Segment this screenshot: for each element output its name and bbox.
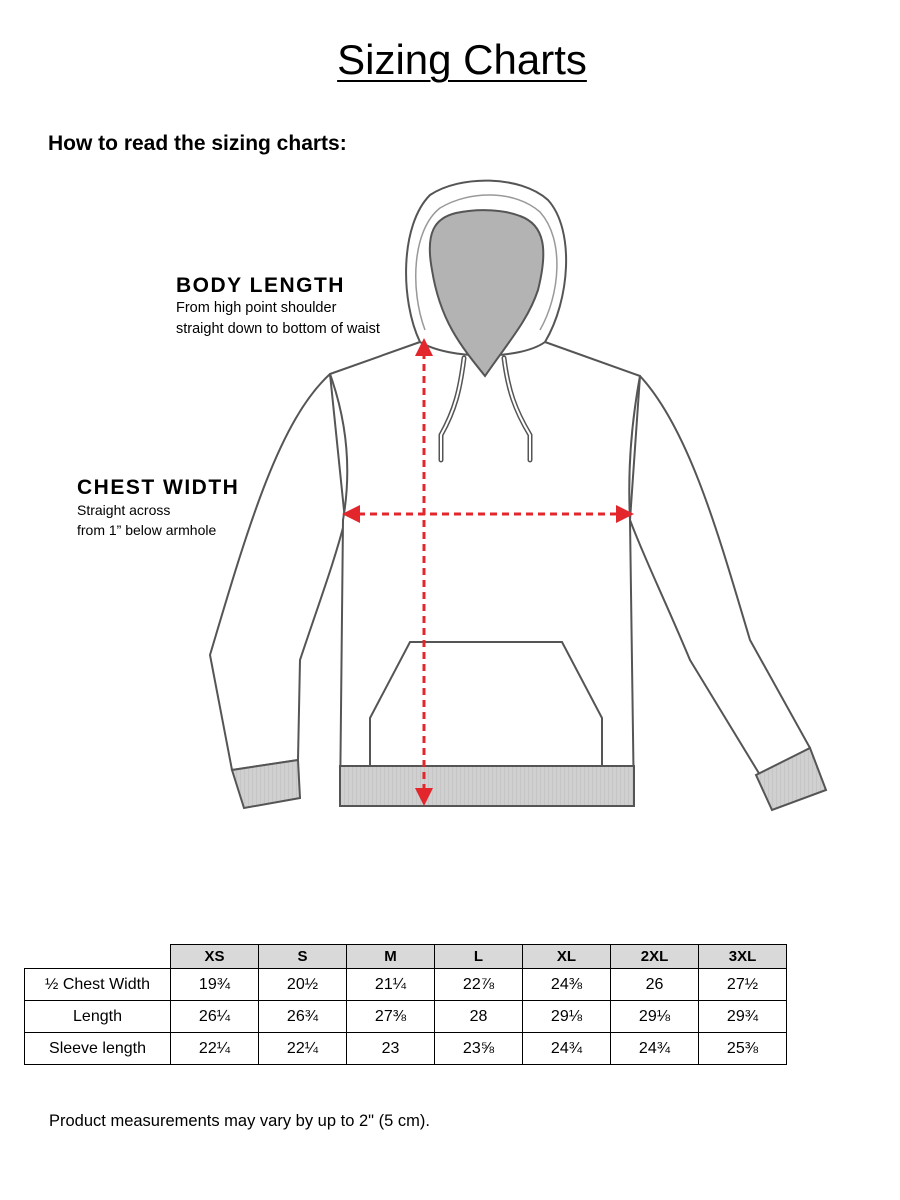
table-cell: 23⅝ [435,1033,523,1065]
measurement-note: Product measurements may vary by up to 2" (5 cm). [49,1112,430,1130]
size-header: L [435,945,523,969]
table-cell: 29⅛ [611,1001,699,1033]
size-header: XS [171,945,259,969]
chest-width-desc-2: from 1” below armhole [77,522,217,538]
table-cell: 26¼ [171,1001,259,1033]
size-header-row [25,945,787,969]
row-label: Sleeve length [25,1033,171,1065]
hoodie-diagram [195,175,835,825]
row-label: ½ Chest Width [25,969,171,1001]
page-subtitle: How to read the sizing charts: [48,132,347,155]
hoodie-body [330,342,640,806]
table-cell: 27½ [699,969,787,1001]
table-row-sleeve-length [25,1033,787,1065]
size-header: 2XL [611,945,699,969]
page-title: Sizing Charts [337,36,587,83]
table-cell: 22¼ [171,1033,259,1065]
table-cell: 25⅜ [699,1033,787,1065]
table-row-chest-width [25,969,787,1001]
table-cell: 23 [347,1033,435,1065]
chest-width-callout [77,476,239,540]
table-cell: 24⅜ [523,969,611,1001]
table-cell: 26 [611,969,699,1001]
body-length-desc-2: straight down to bottom of waist [176,321,380,337]
size-header: XL [523,945,611,969]
body-length-heading: BODY LENGTH [176,274,345,297]
size-header: 3XL [699,945,787,969]
waist-ribbing [340,766,634,806]
size-header: S [259,945,347,969]
table-cell: 24¾ [611,1033,699,1065]
table-cell: 27⅜ [347,1001,435,1033]
body-length-callout [176,274,380,340]
chest-width-desc-1: Straight across [77,502,171,518]
table-cell: 29¾ [699,1001,787,1033]
table-cell: 19¾ [171,969,259,1001]
table-cell: 21¼ [347,969,435,1001]
table-cell: 26¾ [259,1001,347,1033]
table-cell: 28 [435,1001,523,1033]
table-cell: 29⅛ [523,1001,611,1033]
left-sleeve [210,374,345,770]
body-length-desc-1: From high point shoulder [176,300,337,316]
right-sleeve [630,376,810,775]
size-chart-table [24,944,787,1065]
table-row-length [25,1001,787,1033]
chest-width-heading: CHEST WIDTH [77,476,240,499]
table-cell: 22¼ [259,1033,347,1065]
table-corner [25,945,171,969]
table-cell: 22⅞ [435,969,523,1001]
table-cell: 20½ [259,969,347,1001]
size-header: M [347,945,435,969]
table-cell: 24¾ [523,1033,611,1065]
row-label: Length [25,1001,171,1033]
